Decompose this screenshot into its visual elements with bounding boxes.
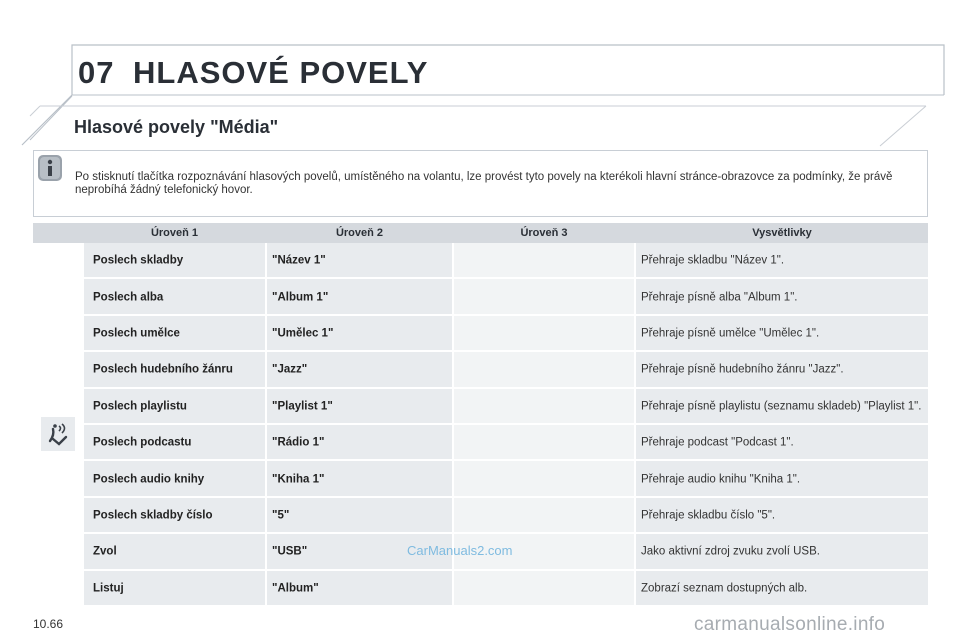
cell-level-3 xyxy=(454,389,634,425)
cell-level-1-text: Listuj xyxy=(93,582,124,595)
cell-level-3 xyxy=(454,279,634,315)
cell-level-2 xyxy=(267,389,452,425)
info-text: Po stisknutí tlačítka rozpoznávání hlasových povelů, umístěného na volantu, lze provést tyto povely na kterékoli hlavní stránce-obrazovce za podmínky, že právě neprobíhá žádný telefonický hovor. xyxy=(75,171,893,196)
cell-explanation xyxy=(636,243,928,279)
cell-level-2 xyxy=(267,352,452,388)
header-explanation: Vysvětlivky xyxy=(752,227,812,239)
cell-level-3 xyxy=(454,498,634,534)
cell-level-2 xyxy=(267,279,452,315)
cell-level-1 xyxy=(84,243,265,279)
header-level-3: Úroveň 3 xyxy=(520,227,568,239)
table-row xyxy=(84,243,928,279)
cell-level-1-text: Zvol xyxy=(93,545,117,558)
table-header xyxy=(33,223,928,243)
cell-level-1-text: Poslech hudebního žánru xyxy=(93,363,233,376)
table-row xyxy=(84,352,928,388)
icon-column xyxy=(33,243,84,607)
cell-level-1 xyxy=(84,389,265,425)
table-row xyxy=(84,279,928,315)
chapter-title: HLASOVÉ POVELY xyxy=(133,55,429,90)
cell-level-3 xyxy=(454,461,634,497)
cell-level-2-text: "Album 1" xyxy=(272,291,329,304)
cell-level-1 xyxy=(84,425,265,461)
cell-level-2 xyxy=(267,425,452,461)
cell-level-3 xyxy=(454,571,634,607)
cell-explanation xyxy=(636,498,928,534)
cell-level-3 xyxy=(454,243,634,279)
page-number: 10.66 xyxy=(33,617,64,631)
cell-level-1-text: Poslech umělce xyxy=(93,327,180,340)
cell-explanation-text: Jako aktivní zdroj zvuku zvolí USB. xyxy=(641,545,820,558)
cell-level-1 xyxy=(84,316,265,352)
cell-explanation xyxy=(636,352,928,388)
watermark-corner: carmanualsonline.info xyxy=(694,614,886,635)
cell-level-2-text: "Umělec 1" xyxy=(272,327,334,340)
table-row xyxy=(84,316,928,352)
chapter-number: 07 xyxy=(78,55,115,90)
cell-explanation-text: Zobrazí seznam dostupných alb. xyxy=(641,582,808,595)
cell-explanation-text: Přehraje skladbu číslo "5". xyxy=(641,509,776,522)
cell-level-2-text: "5" xyxy=(272,509,290,522)
cell-level-1 xyxy=(84,571,265,607)
cell-explanation xyxy=(636,425,928,461)
cell-explanation-text: Přehraje audio knihu "Kniha 1". xyxy=(641,473,801,486)
cell-level-1 xyxy=(84,279,265,315)
cell-explanation xyxy=(636,316,928,352)
info-icon xyxy=(38,155,62,181)
table-row xyxy=(84,389,928,425)
cell-level-1 xyxy=(84,534,265,570)
cell-explanation-text: Přehraje písně hudebního žánru "Jazz". xyxy=(641,363,844,376)
cell-level-2 xyxy=(267,498,452,534)
table-row xyxy=(84,498,928,534)
table-row xyxy=(84,425,928,461)
cell-level-3 xyxy=(454,352,634,388)
cell-explanation xyxy=(636,279,928,315)
cell-level-2-text: "USB" xyxy=(272,545,308,558)
cell-level-1-text: Poslech podcastu xyxy=(93,436,192,449)
cell-explanation xyxy=(636,571,928,607)
cell-level-3 xyxy=(454,316,634,352)
cell-level-1-text: Poslech audio knihy xyxy=(93,473,205,486)
cell-explanation-text: Přehraje písně playlistu (seznamu skladeb) "Playlist 1". xyxy=(641,400,922,413)
cell-explanation-text: Přehraje podcast "Podcast 1". xyxy=(641,436,794,449)
table-row xyxy=(84,461,928,497)
cell-explanation xyxy=(636,534,928,570)
cell-explanation-text: Přehraje skladbu "Název 1". xyxy=(641,254,785,267)
voice-command-steering-icon xyxy=(41,417,75,451)
cell-level-2 xyxy=(267,571,452,607)
cell-level-1-text: Poslech playlistu xyxy=(93,400,187,413)
header-level-1: Úroveň 1 xyxy=(150,227,199,239)
cell-level-2-text: "Kniha 1" xyxy=(272,473,325,486)
watermark-center: CarManuals2.com xyxy=(407,543,513,558)
cell-explanation-text: Přehraje písně umělce "Umělec 1". xyxy=(641,327,820,340)
cell-level-1 xyxy=(84,352,265,388)
header-level-2: Úroveň 2 xyxy=(335,227,384,239)
section-title: Hlasové povely "Média" xyxy=(74,117,279,137)
cell-level-1-text: Poslech alba xyxy=(93,291,164,304)
cell-level-2-text: "Rádio 1" xyxy=(272,436,325,449)
cell-level-2-text: "Název 1" xyxy=(272,254,326,267)
cell-level-2 xyxy=(267,461,452,497)
cell-level-2-text: "Album" xyxy=(272,582,319,595)
cell-level-1 xyxy=(84,498,265,534)
cell-level-2-text: "Playlist 1" xyxy=(272,400,333,413)
cell-level-3 xyxy=(454,425,634,461)
cell-level-2 xyxy=(267,316,452,352)
cell-level-1 xyxy=(84,461,265,497)
info-box xyxy=(33,150,928,217)
cell-explanation xyxy=(636,461,928,497)
table-row xyxy=(84,571,928,607)
cell-level-1-text: Poslech skladby číslo xyxy=(93,509,213,522)
cell-level-2-text: "Jazz" xyxy=(272,363,308,376)
row-divider xyxy=(84,605,928,607)
cell-level-2 xyxy=(267,243,452,279)
cell-level-1-text: Poslech skladby xyxy=(93,254,184,267)
cell-explanation-text: Přehraje písně alba "Album 1". xyxy=(641,291,798,304)
cell-explanation xyxy=(636,389,928,425)
